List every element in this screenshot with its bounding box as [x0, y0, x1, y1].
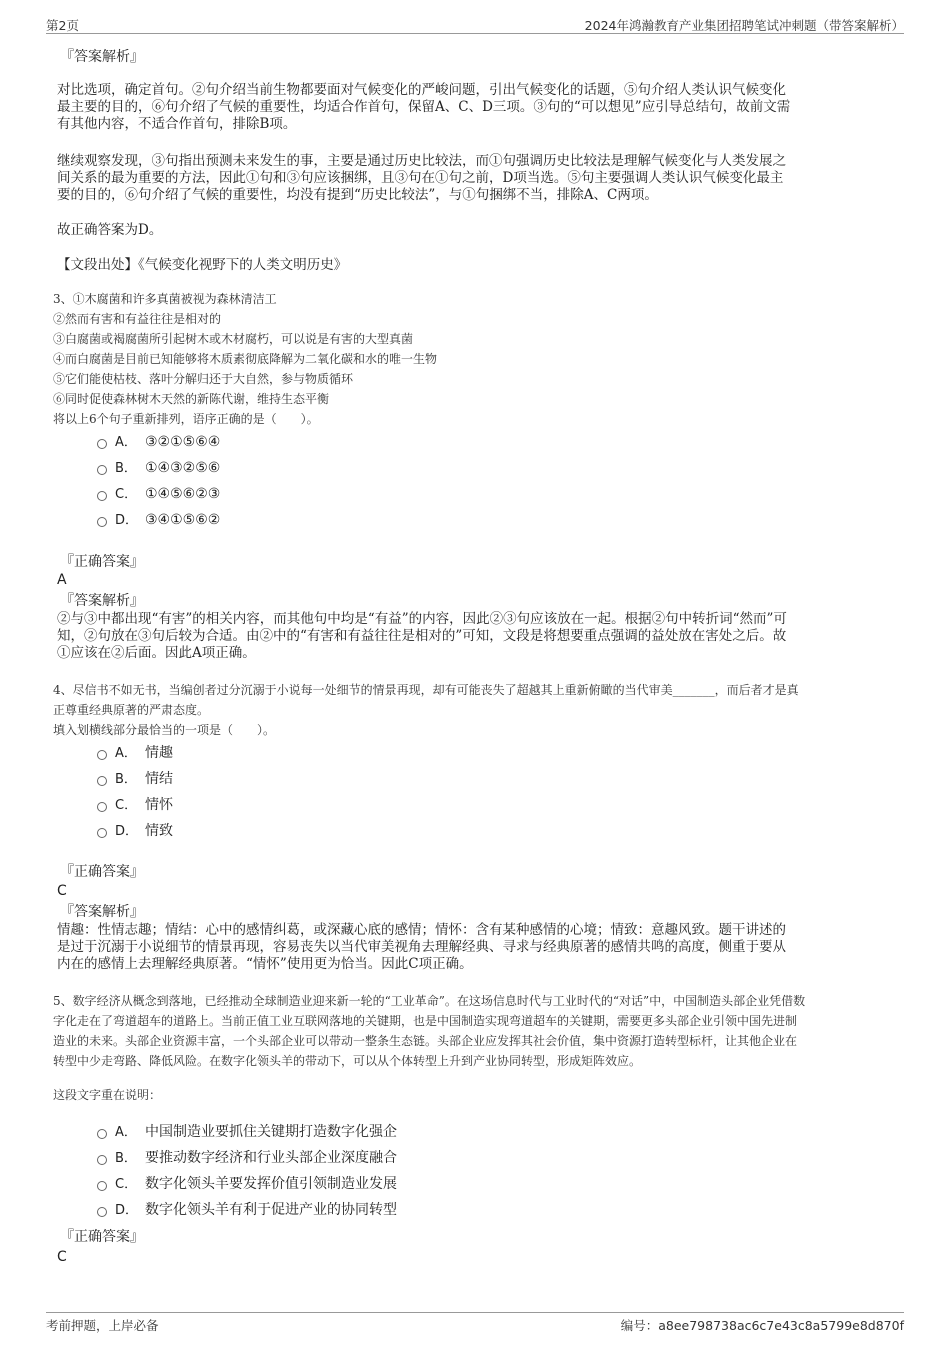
option-text: ③②①⑤⑥④: [145, 434, 221, 450]
option-key: C．: [115, 798, 138, 813]
q3-option-b[interactable]: [97, 458, 220, 478]
q5-correct-label: 『正确答案』: [60, 1229, 144, 1245]
q2-analysis-paragraph-1: [57, 82, 883, 133]
option-text: 数字化领头羊要发挥价值引领制造业发展: [145, 1176, 397, 1192]
text-line: 内在的感情上去理解经典原著。“情怀”使用更为恰当。因此C项正确。: [57, 956, 473, 972]
q3-analysis: [57, 611, 883, 662]
text-line: ②然而有害和有益往往是相对的: [53, 312, 222, 326]
option-text: 中国制造业要抓住关键期打造数字化强企: [145, 1124, 397, 1140]
q2-source: 【文段出处】《气候变化视野下的人类文明历史》: [57, 257, 348, 273]
q3-option-c[interactable]: [97, 484, 220, 504]
text-line: 4、尽信书不如无书，当编创者过分沉溺于小说每一处细节的情景再现，却有可能丧失了超越其上重新俯瞰的当代审美_______，而后者才是真: [53, 683, 799, 697]
text-line: 有其他内容，不适合作首句，排除B项。: [57, 116, 297, 132]
radio-icon[interactable]: [97, 1207, 107, 1217]
document-code: 编号：a8ee798738ac6c7e43c8a5799e8d870f: [620, 1318, 904, 1333]
q4-correct-label: 『正确答案』: [60, 864, 144, 880]
option-key: C．: [115, 487, 138, 502]
option-text: ①④⑤⑥②③: [145, 486, 221, 502]
q5-option-c[interactable]: [97, 1174, 397, 1194]
text-line: 3、①木腐菌和许多真菌被视为森林清洁工: [53, 292, 277, 306]
option-text: ③④①⑤⑥②: [145, 512, 221, 528]
text-line: 正尊重经典原著的严肃态度。: [53, 703, 210, 717]
q5-option-d[interactable]: [97, 1200, 397, 1220]
q3-correct-label: 『正确答案』: [60, 554, 144, 570]
q4-answer: C: [57, 883, 67, 899]
text-line: 继续观察发现，③句指出预测未来发生的事，主要是通过历史比较法，而①句强调历史比较法是理解气候变化与人类发展之: [57, 153, 786, 169]
page-footer: [46, 1312, 904, 1333]
footer-slogan: 考前押题，上岸必备: [46, 1318, 159, 1333]
option-text: 要推动数字经济和行业头部企业深度融合: [145, 1150, 397, 1166]
text-line: 转型中少走弯路、降低风险。在数字化领头羊的带动下，可以从个体转型上升到产业协同转型，形成矩阵效应。: [53, 1054, 642, 1068]
q2-analysis-label: 『答案解析』: [60, 49, 144, 65]
q4-analysis-label: 『答案解析』: [60, 904, 144, 920]
option-text: 情怀: [145, 797, 173, 813]
text-line: 情趣：性情志趣；情结：心中的感情纠葛，或深藏心底的感情；情怀：含有某种感情的心境；情致：意趣风致。题干讲述的: [57, 922, 786, 938]
radio-icon[interactable]: [97, 517, 107, 527]
q4-option-c[interactable]: [97, 795, 173, 815]
radio-icon[interactable]: [97, 776, 107, 786]
radio-icon[interactable]: [97, 465, 107, 475]
radio-icon[interactable]: [97, 1155, 107, 1165]
option-key: A．: [115, 1125, 137, 1140]
radio-icon[interactable]: [97, 439, 107, 449]
q3-answer: A: [57, 572, 67, 588]
q2-analysis-paragraph-2: [57, 153, 883, 204]
text-line: 造业的未来。头部企业资源丰富，一个头部企业可以带动一整条生态链。头部企业应发挥其社会价值，集中资源打造转型标杆，让其他企业在: [53, 1034, 798, 1048]
radio-icon[interactable]: [97, 750, 107, 760]
text-line: ③白腐菌或褐腐菌所引起树木或木材腐朽，可以说是有害的大型真菌: [53, 332, 414, 346]
q5-stem: [53, 991, 893, 1071]
radio-icon[interactable]: [97, 828, 107, 838]
radio-icon[interactable]: [97, 1129, 107, 1139]
text-line: 对比选项，确定首句。②句介绍当前生物都要面对气候变化的严峻问题，引出气候变化的话题，⑤句介绍人类认识气候变化: [57, 82, 786, 98]
option-key: B．: [115, 772, 137, 787]
option-key: A．: [115, 746, 137, 761]
q4-option-a[interactable]: [97, 743, 173, 763]
option-key: D．: [115, 824, 139, 839]
radio-icon[interactable]: [97, 491, 107, 501]
text-line: 填入划横线部分最恰当的一项是（ ）。: [53, 723, 276, 737]
q5-option-b[interactable]: [97, 1148, 397, 1168]
option-text: 数字化领头羊有利于促进产业的协同转型: [145, 1202, 397, 1218]
q4-option-d[interactable]: [97, 821, 173, 841]
text-line: 将以上6个句子重新排列，语序正确的是（ ）。: [53, 412, 319, 426]
q5-prompt: 这段文字重在说明：: [53, 1088, 162, 1102]
text-line: 最主要的目的，⑥句介绍了气候的重要性，均适合作首句，保留A、C、D三项。③句的“可以想见”应引导总结句，故前文需: [57, 99, 791, 115]
option-key: D．: [115, 513, 139, 528]
option-key: C．: [115, 1177, 138, 1192]
text-line: ①应该在②后面。因此A项正确。: [57, 645, 256, 661]
text-line: 间关系的最为重要的方法，因此①句和③句应该捆绑，且③句在①句之前，D项当选。⑤句主要强调人类认识气候变化最主: [57, 170, 784, 186]
text-line: 5、数字经济从概念到落地，已经推动全球制造业迎来新一轮的“工业革命”。在这场信息时代与工业时代的“对话”中，中国制造头部企业凭借数: [53, 994, 806, 1008]
text-line: ④而白腐菌是目前已知能够将木质素彻底降解为二氧化碳和水的唯一生物: [53, 352, 438, 366]
document-title: 2024年鸿瀚教育产业集团招聘笔试冲刺题（带答案解析）: [584, 18, 904, 33]
option-text: 情趣: [145, 745, 173, 761]
text-line: ②与③中都出现“有害”的相关内容，而其他句中均是“有益”的内容，因此②③句应该放在一起。根据②句中转折词“然而”可: [57, 611, 787, 627]
q4-option-b[interactable]: [97, 769, 173, 789]
q5-option-a[interactable]: [97, 1122, 397, 1142]
radio-icon[interactable]: [97, 1181, 107, 1191]
q4-stem: [53, 680, 893, 740]
option-key: D．: [115, 1203, 139, 1218]
q5-answer: C: [57, 1249, 67, 1265]
text-line: 要的目的，⑥句介绍了气候的重要性，均没有提到“历史比较法”，与①句捆绑不当，排除A、C两项。: [57, 187, 658, 203]
page-number: 第2页: [46, 18, 79, 33]
q3-option-a[interactable]: [97, 432, 220, 452]
text-line: 字化走在了弯道超车的道路上。当前正值工业互联网落地的关键期，也是中国制造实现弯道超车的关键期，需要更多头部企业引领中国先进制: [53, 1014, 798, 1028]
option-text: 情致: [145, 823, 173, 839]
text-line: 是过于沉溺于小说细节的情景再现，容易丧失以当代审美视角去理解经典、寻求与经典原著的感情共鸣的高度，侧重于要从: [57, 939, 786, 955]
option-key: B．: [115, 461, 137, 476]
q3-option-d[interactable]: [97, 510, 220, 530]
option-text: 情结: [145, 771, 173, 787]
option-text: ①④③②⑤⑥: [145, 460, 221, 476]
radio-icon[interactable]: [97, 802, 107, 812]
text-line: 知，②句放在③句后较为合适。由②中的“有害和有益往往是相对的”可知，文段是将想要重点强调的益处放在害处之后。故: [57, 628, 787, 644]
q2-conclusion: 故正确答案为D。: [57, 222, 163, 238]
text-line: ⑤它们能使枯枝、落叶分解归还于大自然，参与物质循环: [53, 372, 354, 386]
q3-stem: [53, 289, 893, 429]
option-key: A．: [115, 435, 137, 450]
page-header: [46, 16, 904, 34]
option-key: B．: [115, 1151, 137, 1166]
text-line: ⑥同时促使森林树木天然的新陈代谢，维持生态平衡: [53, 392, 330, 406]
q4-analysis: [57, 922, 883, 973]
q3-analysis-label: 『答案解析』: [60, 593, 144, 609]
